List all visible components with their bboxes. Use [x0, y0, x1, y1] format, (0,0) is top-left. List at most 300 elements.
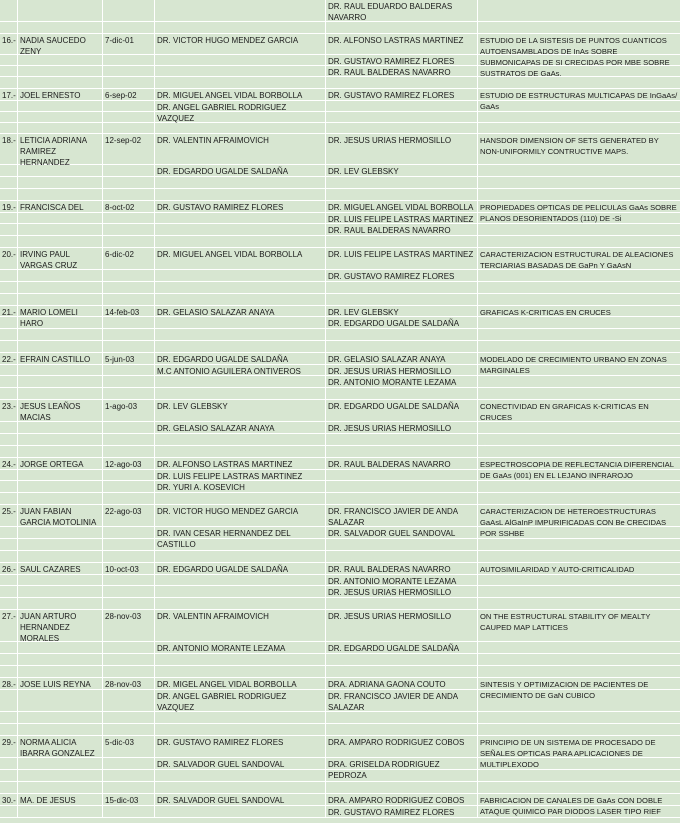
- student-name: IRVING PAUL VARGAS CRUZ: [18, 248, 103, 269]
- thesis-title: PRINCIPIO DE UN SISTEMA DE PROCESADO DE SEÑALES OPTICAS PARA APLICACIONES DE MULTIPLEXODO: [480, 738, 656, 769]
- jury-member: DR. RAUL BALDERAS NAVARRO: [326, 563, 478, 574]
- thesis-title: [478, 446, 680, 457]
- jury-member: [326, 782, 478, 793]
- jury-member: [326, 22, 478, 33]
- student-name: [18, 758, 103, 769]
- student-name: [18, 341, 103, 352]
- jury-member: [326, 282, 478, 293]
- jury-member: DRA. AMPARO RODRIGUEZ COBOS: [326, 736, 478, 757]
- thesis-title: ON THE ESTRUCTURAL STABILITY OF MEALTY CAUPED MAP LATTICES: [480, 612, 651, 632]
- advisor-name: [155, 446, 326, 457]
- student-name: [18, 434, 103, 445]
- jury-member: DR. JESUS URIAS HERMOSILLO: [326, 134, 478, 164]
- student-name: [18, 282, 103, 293]
- table-row: [0, 470, 680, 481]
- student-name: MA. DE JESUS: [18, 794, 103, 805]
- jury-member: DR. RAUL BALDERAS NAVARRO: [326, 458, 478, 469]
- advisor-name: [155, 586, 326, 597]
- jury-member: DR. JESUS URIAS HERMOSILLO: [326, 586, 478, 597]
- thesis-title: PROPIEDADES OPTICAS DE PELICULAS GaAs SOBRE PLANOS DESORIENTADOS (110) DE -Si: [480, 203, 677, 223]
- defense-date: [103, 0, 155, 21]
- jury-member: [326, 598, 478, 609]
- row-number: [0, 270, 18, 281]
- row-number: [0, 782, 18, 793]
- jury-member: DR. GUSTAVO RAMIREZ FLORES: [326, 55, 478, 65]
- advisor-name: M.C ANTONIO AGUILERA ONTIVEROS: [155, 365, 326, 375]
- advisor-name: DR. LUIS FELIPE LASTRAS MARTINEZ: [155, 470, 326, 480]
- defense-date: [103, 388, 155, 399]
- student-name: [18, 112, 103, 122]
- jury-member: DR. GUSTAVO RAMIREZ FLORES: [326, 270, 478, 281]
- jury-member: [326, 329, 478, 340]
- student-name: [18, 224, 103, 235]
- jury-member: DR. RAUL EDUARDO BALDERAS NAVARRO: [326, 0, 478, 21]
- student-name: JESUS LEAÑOS MACIAS: [18, 400, 103, 421]
- jury-member: [326, 101, 478, 111]
- student-name: [18, 365, 103, 375]
- row-number: [0, 189, 18, 200]
- thesis-title: [478, 236, 680, 247]
- thesis-title: [478, 112, 680, 122]
- advisor-name: [155, 341, 326, 352]
- spacer-row: [0, 294, 680, 306]
- defense-date: [103, 782, 155, 793]
- defense-date: [103, 123, 155, 133]
- advisor-name: DR. EDGARDO UGALDE SALDAÑA: [155, 165, 326, 176]
- jury-member: DR. EDGARDO UGALDE SALDAÑA: [326, 317, 478, 328]
- thesis-title: [478, 177, 680, 188]
- advisor-name: DR. ANGEL GABRIEL RODRIGUEZ VAZQUEZ: [155, 690, 326, 711]
- jury-member: [326, 539, 478, 550]
- defense-date: [103, 177, 155, 188]
- row-number: [0, 66, 18, 76]
- defense-date: [103, 642, 155, 653]
- student-name: [18, 470, 103, 480]
- defense-date: [103, 434, 155, 445]
- advisor-name: [155, 236, 326, 247]
- defense-date: [103, 22, 155, 33]
- advisor-name: [155, 0, 326, 21]
- student-name: JOSE LUIS REYNA: [18, 678, 103, 689]
- advisor-name: [155, 77, 326, 88]
- thesis-title: SINTESIS Y OPTIMIZACION DE PACIENTES DE CRECIMIENTO DE GaN CUBICO: [480, 680, 649, 700]
- advisor-name: DR. GUSTAVO RAMIREZ FLORES: [155, 201, 326, 212]
- advisor-name: [155, 22, 326, 33]
- thesis-title: [478, 22, 680, 33]
- spacer-row: [0, 388, 680, 400]
- thesis-title: [478, 317, 680, 328]
- student-name: [18, 690, 103, 711]
- advisor-name: [155, 782, 326, 793]
- thesis-title: [478, 66, 680, 76]
- student-name: [18, 77, 103, 88]
- student-name: FRANCISCA DEL: [18, 201, 103, 212]
- row-number: [0, 758, 18, 769]
- student-name: [18, 527, 103, 538]
- defense-date: 5-dic-03: [103, 736, 155, 757]
- defense-date: [103, 189, 155, 200]
- advisor-name: [155, 112, 326, 122]
- defense-date: [103, 224, 155, 235]
- row-number: 22.-: [0, 353, 18, 364]
- thesis-title: ESTUDIO DE ESTRUCTURAS MULTICAPAS DE InGaAs/ GaAs: [480, 91, 678, 111]
- defense-date: 28-nov-03: [103, 678, 155, 689]
- advisor-name: [155, 376, 326, 387]
- row-number: 28.-: [0, 678, 18, 689]
- row-number: 19.-: [0, 201, 18, 212]
- advisor-name: [155, 493, 326, 504]
- table-row: [0, 248, 680, 270]
- student-name: [18, 0, 103, 21]
- table-row: [0, 89, 680, 111]
- jury-member: [326, 770, 478, 781]
- row-number: 27.-: [0, 610, 18, 641]
- student-name: JUAN ARTURO HERNANDEZ MORALES: [18, 610, 103, 641]
- jury-member: DR. ALFONSO LASTRAS MARTINEZ: [326, 34, 478, 54]
- spacer-row: [0, 598, 680, 610]
- student-name: [18, 376, 103, 387]
- row-number: [0, 654, 18, 665]
- jury-member: [326, 470, 478, 480]
- advisor-name: [155, 317, 326, 328]
- defense-date: 22-ago-03: [103, 505, 155, 526]
- row-number: 24.-: [0, 458, 18, 469]
- student-name: [18, 724, 103, 735]
- student-name: [18, 642, 103, 653]
- thesis-title: [478, 329, 680, 340]
- defense-date: 12-sep-02: [103, 134, 155, 164]
- advisor-name: [155, 770, 326, 781]
- thesis-title: [478, 165, 680, 176]
- thesis-title: AUTOSIMILARIDAD Y AUTO-CRITICALIDAD: [480, 565, 635, 574]
- defense-date: 5-jun-03: [103, 353, 155, 364]
- defense-date: [103, 712, 155, 723]
- spacer-row: [0, 341, 680, 353]
- thesis-title: FABRICACION DE CANALES DE GaAs CON DOBLE ATAQUE QUIMICO PAR DIODOS LASER TIPO RIEF: [480, 796, 663, 816]
- jury-member: DRA. GRISELDA RODRIGUEZ PEDROZA: [326, 758, 478, 769]
- spacer-row: [0, 329, 680, 341]
- student-name: [18, 177, 103, 188]
- table-row: [0, 55, 680, 66]
- thesis-title: [478, 806, 680, 817]
- table-row: [0, 376, 680, 388]
- defense-date: [103, 470, 155, 480]
- student-name: [18, 165, 103, 176]
- jury-member: DR. LEV GLEBSKY: [326, 306, 478, 316]
- table-row: [0, 527, 680, 549]
- spacer-row: [0, 189, 680, 201]
- row-number: [0, 388, 18, 399]
- jury-member: DR. LUIS FELIPE LASTRAS MARTINEZ: [326, 213, 478, 223]
- advisor-name: [155, 294, 326, 305]
- defense-date: [103, 551, 155, 562]
- student-name: [18, 666, 103, 677]
- defense-date: 6-sep-02: [103, 89, 155, 100]
- thesis-title: [478, 101, 680, 111]
- thesis-title: [478, 123, 680, 133]
- defense-date: [103, 758, 155, 769]
- student-name: [18, 236, 103, 247]
- row-number: [0, 586, 18, 597]
- thesis-title: [478, 189, 680, 200]
- row-number: [0, 712, 18, 723]
- row-number: [0, 329, 18, 340]
- thesis-title: [478, 666, 680, 677]
- defense-date: [103, 654, 155, 665]
- table-row: [0, 610, 680, 642]
- student-name: [18, 481, 103, 492]
- thesis-title: [478, 586, 680, 597]
- advisor-name: DR. IVAN CESAR HERNANDEZ DEL CASTILLO: [155, 527, 326, 538]
- defense-date: [103, 317, 155, 328]
- defense-date: 15-dic-03: [103, 794, 155, 805]
- thesis-title: [478, 365, 680, 375]
- defense-date: 14-feb-03: [103, 306, 155, 316]
- row-number: [0, 55, 18, 65]
- advisor-name: DR. EDGARDO UGALDE SALDAÑA: [155, 353, 326, 364]
- thesis-title: [478, 294, 680, 305]
- thesis-title: [478, 0, 680, 21]
- student-name: [18, 189, 103, 200]
- jury-member: [326, 112, 478, 122]
- student-name: [18, 329, 103, 340]
- defense-date: [103, 77, 155, 88]
- thesis-title: [478, 690, 680, 711]
- student-name: [18, 446, 103, 457]
- advisor-name: [155, 282, 326, 293]
- row-number: [0, 112, 18, 122]
- defense-date: 6-dic-02: [103, 248, 155, 269]
- jury-member: [326, 481, 478, 492]
- table-row: [0, 806, 680, 818]
- defense-date: [103, 55, 155, 65]
- student-name: [18, 806, 103, 817]
- thesis-title: [478, 55, 680, 65]
- row-number: [0, 224, 18, 235]
- row-number: [0, 123, 18, 133]
- jury-member: DRA. AMPARO RODRIGUEZ COBOS: [326, 794, 478, 805]
- jury-member: [326, 123, 478, 133]
- jury-member: [326, 724, 478, 735]
- advisor-name: DR. ALFONSO LASTRAS MARTINEZ: [155, 458, 326, 469]
- student-name: [18, 388, 103, 399]
- row-number: [0, 481, 18, 492]
- row-number: [0, 294, 18, 305]
- spacer-row: [0, 539, 680, 551]
- thesis-title: [478, 770, 680, 781]
- row-number: [0, 642, 18, 653]
- defense-date: [103, 539, 155, 550]
- spacer-row: [0, 177, 680, 189]
- thesis-title: [478, 388, 680, 399]
- advisor-name: [155, 551, 326, 562]
- student-name: MARIO LOMELI HARO: [18, 306, 103, 316]
- table-row: [0, 642, 680, 654]
- jury-member: DR. GUSTAVO RAMIREZ FLORES: [326, 806, 478, 817]
- row-number: [0, 22, 18, 33]
- jury-member: [326, 189, 478, 200]
- thesis-title: [478, 642, 680, 653]
- row-number: [0, 213, 18, 223]
- student-name: [18, 66, 103, 76]
- jury-member: DR. EDGARDO UGALDE SALDAÑA: [326, 642, 478, 653]
- row-number: [0, 575, 18, 585]
- thesis-title: GRAFICAS K-CRITICAS EN CRUCES: [480, 308, 611, 317]
- row-number: [0, 470, 18, 480]
- student-name: JOEL ERNESTO: [18, 89, 103, 100]
- spacer-row: [0, 666, 680, 678]
- advisor-name: DR. LEV GLEBSKY: [155, 400, 326, 421]
- jury-member: DR. RAUL BALDERAS NAVARRO: [326, 224, 478, 235]
- defense-date: 10-oct-03: [103, 563, 155, 574]
- defense-date: 1-ago-03: [103, 400, 155, 421]
- jury-member: [326, 77, 478, 88]
- table-row: [0, 586, 680, 598]
- spacer-row: [0, 446, 680, 458]
- table-row: [0, 66, 680, 77]
- advisor-name: DR. MIGUEL ANGEL VIDAL BORBOLLA: [155, 89, 326, 100]
- advisor-name: [155, 654, 326, 665]
- row-number: [0, 527, 18, 538]
- row-number: [0, 77, 18, 88]
- thesis-title: [478, 782, 680, 793]
- defense-date: [103, 422, 155, 433]
- row-number: 16.-: [0, 34, 18, 54]
- spacer-row: [0, 770, 680, 782]
- table-row: [0, 101, 680, 123]
- row-number: [0, 434, 18, 445]
- thesis-title: [478, 282, 680, 293]
- thesis-title: [478, 270, 680, 281]
- thesis-title: [478, 77, 680, 88]
- jury-member: DR. SALVADOR GUEL SANDOVAL: [326, 527, 478, 538]
- thesis-title: MODELADO DE CRECIMIENTO URBANO EN ZONAS MARGINALES: [480, 355, 667, 375]
- table-row: [0, 270, 680, 282]
- advisor-name: DR. VALENTIN AFRAIMOVICH: [155, 134, 326, 164]
- defense-date: [103, 236, 155, 247]
- thesis-title: [478, 224, 680, 235]
- defense-date: 8-oct-02: [103, 201, 155, 212]
- defense-date: [103, 575, 155, 585]
- student-name: [18, 493, 103, 504]
- jury-member: DR. LEV GLEBSKY: [326, 165, 478, 176]
- defense-date: 12-ago-03: [103, 458, 155, 469]
- spacer-row: [0, 712, 680, 724]
- table-row: [0, 165, 680, 177]
- row-number: 25.-: [0, 505, 18, 526]
- jury-member: [326, 294, 478, 305]
- defense-date: [103, 270, 155, 281]
- defense-date: [103, 365, 155, 375]
- advisor-name: [155, 270, 326, 281]
- spacer-row: [0, 282, 680, 294]
- student-name: [18, 598, 103, 609]
- advisor-name: [155, 123, 326, 133]
- table-row: [0, 690, 680, 712]
- thesis-title: [478, 493, 680, 504]
- spacer-row: [0, 112, 680, 123]
- table-row: [0, 422, 680, 434]
- defense-date: [103, 586, 155, 597]
- jury-member: DR. FRANCISCO JAVIER DE ANDA SALAZAR: [326, 690, 478, 711]
- student-name: EFRAIN CASTILLO: [18, 353, 103, 364]
- student-name: JUAN FABIAN GARCIA MOTOLINIA: [18, 505, 103, 526]
- jury-member: [326, 712, 478, 723]
- defense-date: [103, 527, 155, 538]
- defense-date: [103, 101, 155, 111]
- defense-date: [103, 481, 155, 492]
- thesis-title: [478, 341, 680, 352]
- advisor-name: [155, 224, 326, 235]
- defense-date: [103, 376, 155, 387]
- defense-date: [103, 690, 155, 711]
- row-number: [0, 666, 18, 677]
- table-row: [0, 758, 680, 780]
- advisor-name: DR. EDGARDO UGALDE SALDAÑA: [155, 563, 326, 574]
- student-name: [18, 586, 103, 597]
- row-number: [0, 236, 18, 247]
- student-name: [18, 317, 103, 328]
- thesis-title: [478, 527, 680, 538]
- defense-date: [103, 165, 155, 176]
- student-name: [18, 123, 103, 133]
- thesis-title: [478, 758, 680, 769]
- table-row: [0, 224, 680, 236]
- jury-member: DR. JESUS URIAS HERMOSILLO: [326, 422, 478, 433]
- spacer-row: [0, 551, 680, 563]
- row-number: [0, 376, 18, 387]
- row-number: [0, 539, 18, 550]
- row-number: 18.-: [0, 134, 18, 164]
- advisor-name: [155, 177, 326, 188]
- advisor-name: [155, 666, 326, 677]
- student-name: [18, 294, 103, 305]
- row-number: [0, 551, 18, 562]
- defense-date: [103, 112, 155, 122]
- advisor-name: [155, 55, 326, 65]
- row-number: 29.-: [0, 736, 18, 757]
- advisor-name: DR. ANTONIO MORANTE LEZAMA: [155, 642, 326, 653]
- student-name: JORGE ORTEGA: [18, 458, 103, 469]
- table-row: [0, 481, 680, 493]
- row-number: 30.-: [0, 794, 18, 805]
- jury-member: DR. FRANCISCO JAVIER DE ANDA SALAZAR: [326, 505, 478, 526]
- advisor-name: [155, 66, 326, 76]
- table-row: [0, 134, 680, 165]
- student-name: [18, 551, 103, 562]
- jury-member: [326, 236, 478, 247]
- row-number: [0, 493, 18, 504]
- student-name: [18, 654, 103, 665]
- student-name: [18, 575, 103, 585]
- thesis-title: HANSDOR DIMENSION OF SETS GENERATED BY NON-UNIFORMILY CONTRUCTIVE MAPS.: [480, 136, 659, 156]
- thesis-title: ESTUDIO DE LA SISTESIS DE PUNTOS CUANTICOS AUTOENSAMBLADOS DE InAs SOBRE SUBMONICAPAS DE SI CRECIDAS POR MBE SOBRE SUSTRATOS DE GaAs.: [480, 36, 670, 78]
- row-number: [0, 365, 18, 375]
- advisor-name: [155, 575, 326, 585]
- advisor-name: DR. YURI A. KOSEVICH: [155, 481, 326, 492]
- table-row: [0, 317, 680, 329]
- spacer-row: [0, 77, 680, 89]
- row-number: [0, 341, 18, 352]
- advisor-name: DR. MIGUEL ANGEL VIDAL BORBOLLA: [155, 248, 326, 269]
- thesis-title: [478, 481, 680, 492]
- jury-member: [326, 446, 478, 457]
- advisor-name: DR. GUSTAVO RAMIREZ FLORES: [155, 736, 326, 757]
- advisor-name: DR. SALVADOR GUEL SANDOVAL: [155, 794, 326, 805]
- defense-date: [103, 329, 155, 340]
- row-number: [0, 0, 18, 21]
- student-name: [18, 55, 103, 65]
